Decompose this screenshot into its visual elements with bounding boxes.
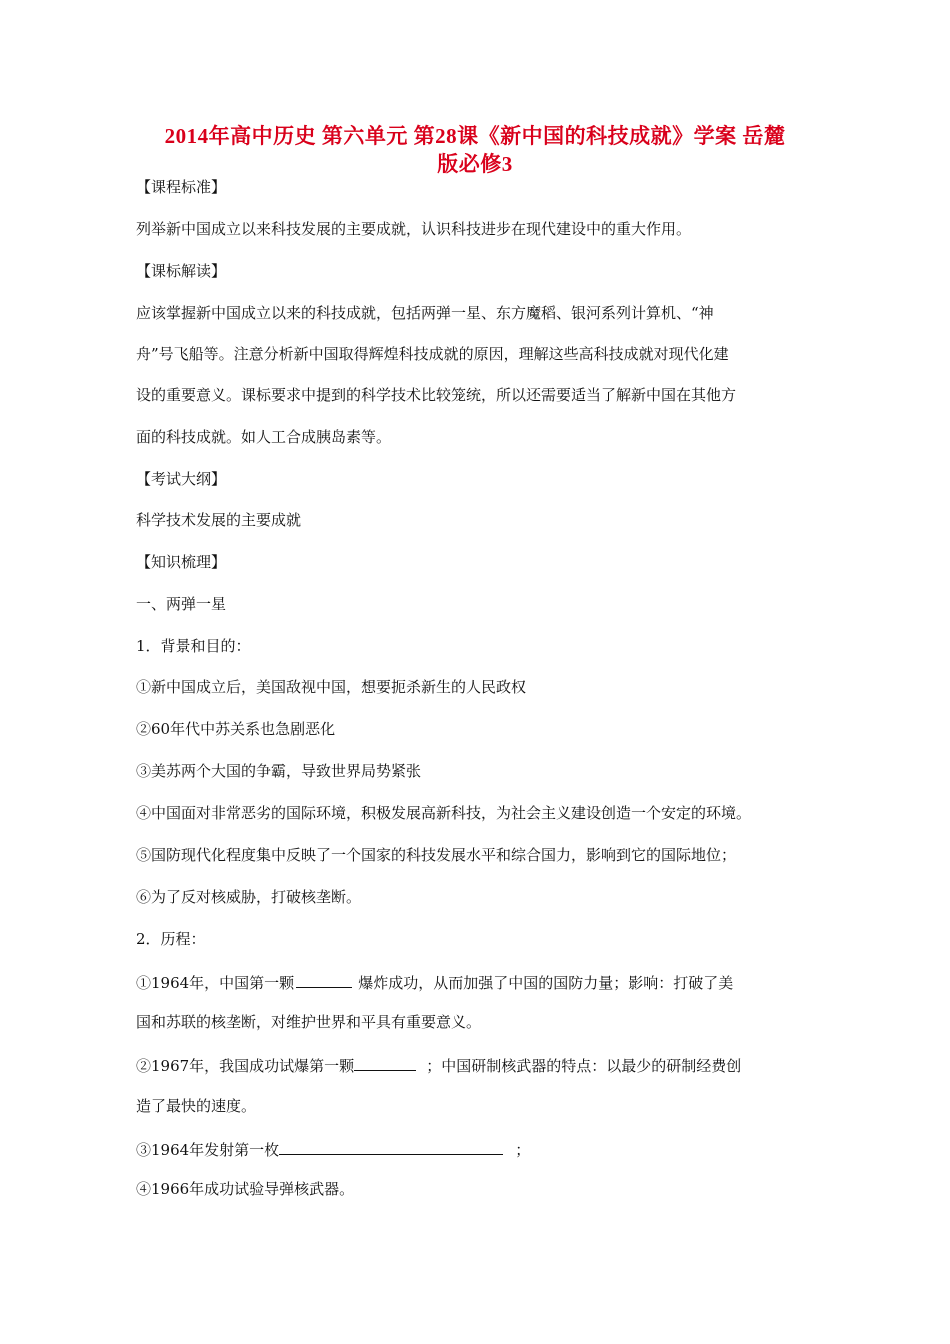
interpret-line: 面的科技成就。如人工合成胰岛素等。 — [136, 428, 392, 446]
background-item: ⑥为了反对核威胁，打破核垄断。 — [136, 888, 362, 906]
process-item-2-suffix: ；中国研制核武器的特点：以最少的研制经费创 — [426, 1057, 742, 1075]
process-item-2-continued: 造了最快的速度。 — [136, 1097, 257, 1115]
background-item: ①新中国成立后，美国敌视中国，想要扼杀新生的人民政权 — [136, 678, 527, 696]
process-item-4: ④1966年成功试验导弹核武器。 — [136, 1180, 355, 1198]
interpret-line: 应该掌握新中国成立以来的科技成就，包括两弹一星、东方魔稻、银河系列计算机、“神 — [136, 304, 714, 322]
process-heading: 2．历程： — [136, 930, 206, 948]
background-item: ③美苏两个大国的争霸，导致世界局势紧张 — [136, 762, 422, 780]
part1-heading: 一、两弹一星 — [136, 595, 227, 613]
process-item-1-prefix: ①1964年，中国第一颗 — [136, 974, 295, 992]
document-title-line-1: 2014年高中历史 第六单元 第28课《新中国的科技成就》学案 岳麓 — [164, 124, 786, 148]
process-item-1-continued: 国和苏联的核垄断，对维护世界和平具有重要意义。 — [136, 1013, 482, 1031]
background-item: ④中国面对非常恶劣的国际环境，积极发展高新科技，为社会主义建设创造一个安定的环境。 — [136, 804, 752, 822]
interpret-line: 舟”号飞船等。注意分析新中国取得辉煌科技成就的原因，理解这些高科技成就对现代化建 — [136, 345, 729, 363]
process-item-1 — [136, 971, 733, 993]
exam-text: 科学技术发展的主要成就 — [136, 511, 302, 529]
document-title-line-2: 版必修3 — [437, 152, 513, 176]
background-item: ⑤国防现代化程度集中反映了一个国家的科技发展水平和综合国力，影响到它的国际地位； — [136, 846, 737, 864]
process-item-3-suffix: ； — [515, 1141, 531, 1159]
process-item-2 — [136, 1054, 741, 1076]
fill-in-blank[interactable] — [296, 971, 352, 988]
process-item-3 — [136, 1138, 530, 1160]
process-item-3-prefix: ③1964年发射第一枚 — [136, 1141, 280, 1159]
background-heading: 1．背景和目的： — [136, 637, 251, 655]
fill-in-blank[interactable] — [279, 1138, 503, 1155]
interpret-heading: 【课标解读】 — [136, 262, 227, 280]
interpret-line: 设的重要意义。课标要求中提到的科学技术比较笼统，所以还需要适当了解新中国在其他方 — [136, 386, 737, 404]
process-item-1-suffix: 爆炸成功，从而加强了中国的国防力量；影响：打破了美 — [358, 974, 734, 992]
background-item: ②60年代中苏关系也急剧恶化 — [136, 720, 336, 738]
standard-heading: 【课程标准】 — [136, 178, 227, 196]
standard-text: 列举新中国成立以来科技发展的主要成就，认识科技进步在现代建设中的重大作用。 — [136, 220, 692, 238]
exam-heading: 【考试大纲】 — [136, 470, 227, 488]
fill-in-blank[interactable] — [354, 1054, 416, 1071]
process-item-2-prefix: ②1967年，我国成功试爆第一颗 — [136, 1057, 355, 1075]
knowledge-heading: 【知识梳理】 — [136, 553, 227, 571]
